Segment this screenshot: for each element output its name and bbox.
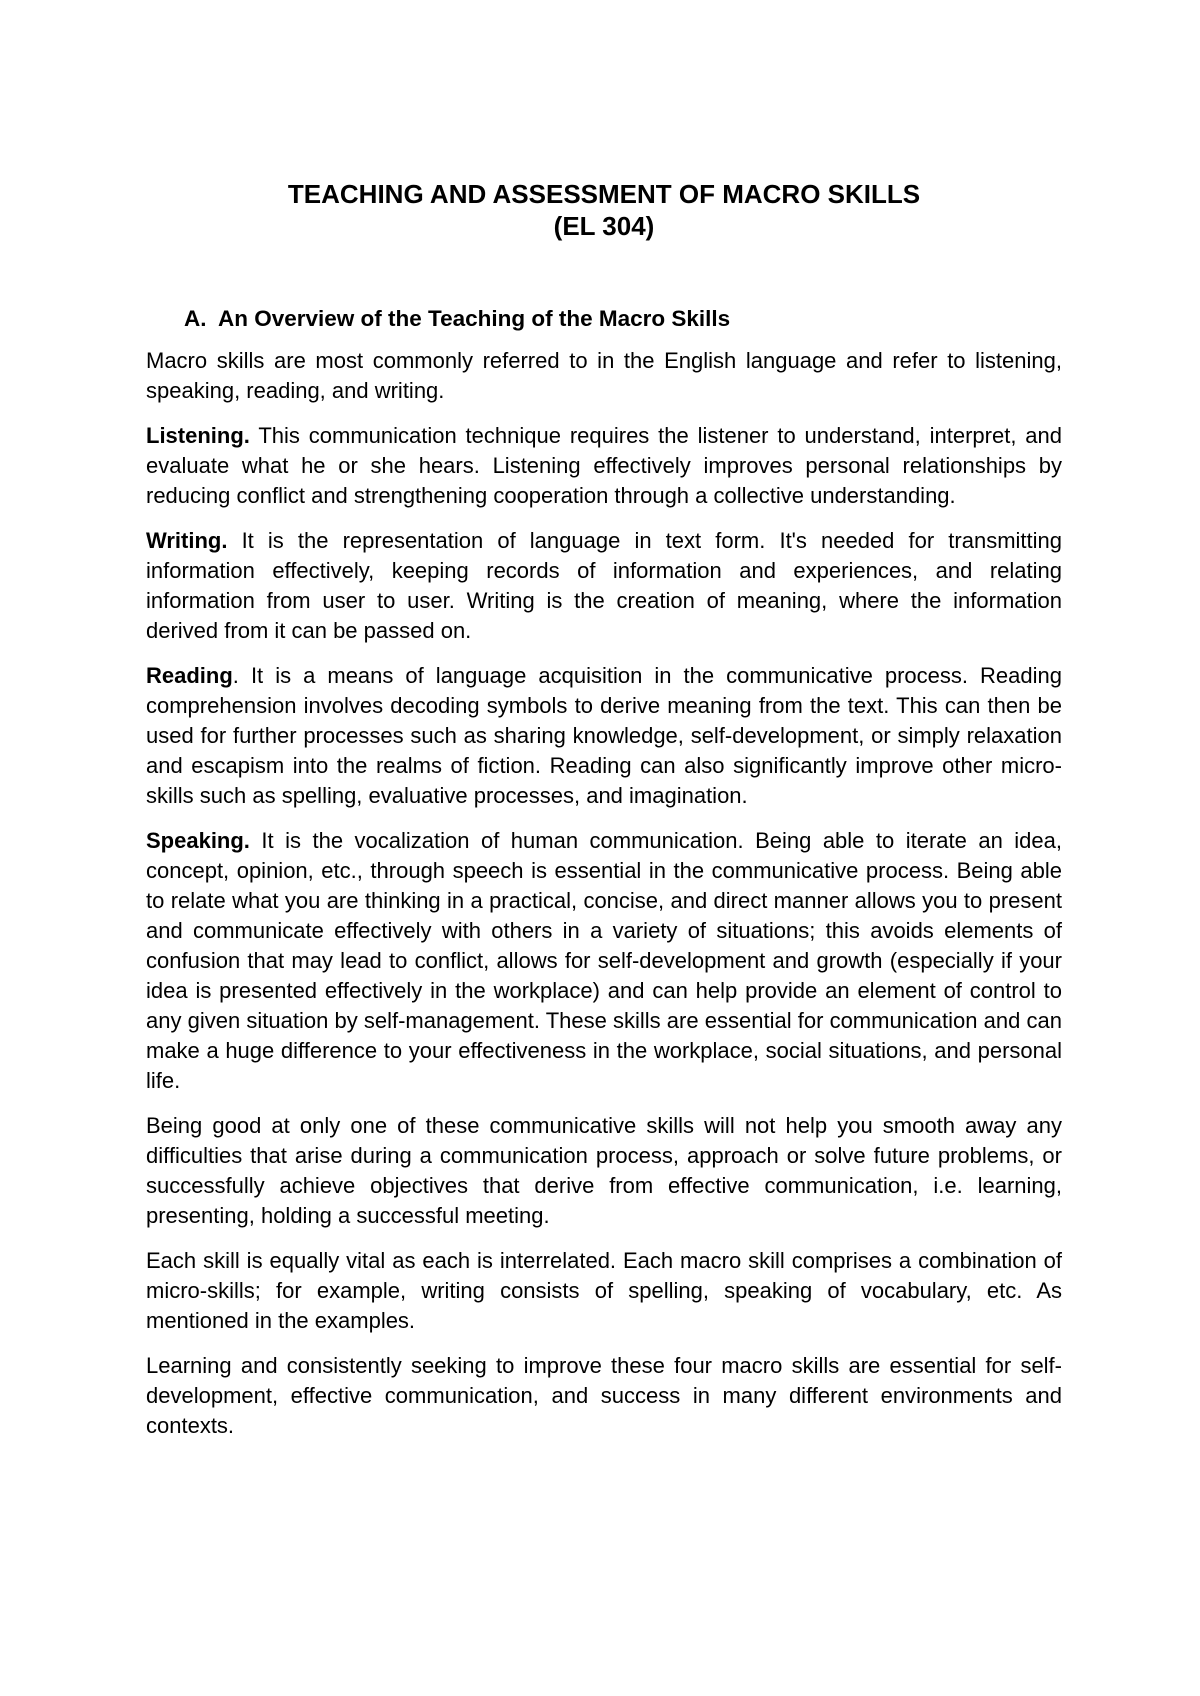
reading-term: Reading <box>146 663 233 688</box>
reading-text: . It is a means of language acquisition in the communicative process. Reading comprehension involves decoding symbols to derive meaning from the text. This can then be used for further processes such as sharing knowledge, self-development, or simply relaxation and escapism into the realms of fiction. Reading can also significantly improve other micro-skills such as spelling, evaluative processes, and imagination. <box>146 663 1062 808</box>
speaking-term: Speaking. <box>146 828 250 853</box>
listening-paragraph <box>146 421 1062 511</box>
paragraph-each-skill: Each skill is equally vital as each is interrelated. Each macro skill comprises a combination of micro-skills; for example, writing consists of spelling, speaking of vocabulary, etc. As mentioned in the examples. <box>146 1248 1062 1333</box>
speaking-text: It is the vocalization of human communication. Being able to iterate an idea, concept, opinion, etc., through speech is essential in the communicative process. Being able to relate what you are thinking in a practical, concise, and direct manner allows you to present and communicate effectively with others in a variety of situations; this avoids elements of confusion that may lead to conflict, allows for self-development and growth (especially if your idea is presented effectively in the workplace) and can help provide an element of control to any given situation by self-management. These skills are essential for communication and can make a huge difference to your effectiveness in the workplace, social situations, and personal life. <box>146 828 1062 1093</box>
course-code: (EL 304) <box>553 211 655 241</box>
document-title: TEACHING AND ASSESSMENT OF MACRO SKILLS <box>287 179 921 209</box>
writing-text: It is the representation of language in text form. It's needed for transmitting information effectively, keeping records of information and experiences, and relating information from user to user. Writing is the creation of meaning, where the information derived from it can be passed on. <box>146 528 1062 643</box>
paragraph-being-good: Being good at only one of these communicative skills will not help you smooth away any difficulties that arise during a communication process, approach or solve future problems, or successfully achieve objectives that derive from effective communication, i.e. learning, presenting, holding a successful meeting. <box>146 1113 1062 1228</box>
speaking-paragraph <box>146 826 1062 1096</box>
intro-paragraph: Macro skills are most commonly referred to in the English language and refer to listening, speaking, reading, and writing. <box>146 348 1062 403</box>
paragraph-learning: Learning and consistently seeking to improve these four macro skills are essential for self-development, effective communication, and success in many different environments and contexts. <box>146 1353 1062 1438</box>
listening-text: This communication technique requires the listener to understand, interpret, and evaluate what he or she hears. Listening effectively improves personal relationships by reducing conflict and strengthening cooperation through a collective understanding. <box>146 423 1062 508</box>
document-page <box>146 178 1062 1456</box>
reading-paragraph <box>146 661 1062 811</box>
section-letter: A. <box>184 306 207 331</box>
listening-term: Listening. <box>146 423 250 448</box>
section-title: An Overview of the Teaching of the Macro Skills <box>218 306 731 331</box>
writing-term: Writing. <box>146 528 228 553</box>
writing-paragraph <box>146 526 1062 646</box>
section-heading <box>146 304 1062 334</box>
